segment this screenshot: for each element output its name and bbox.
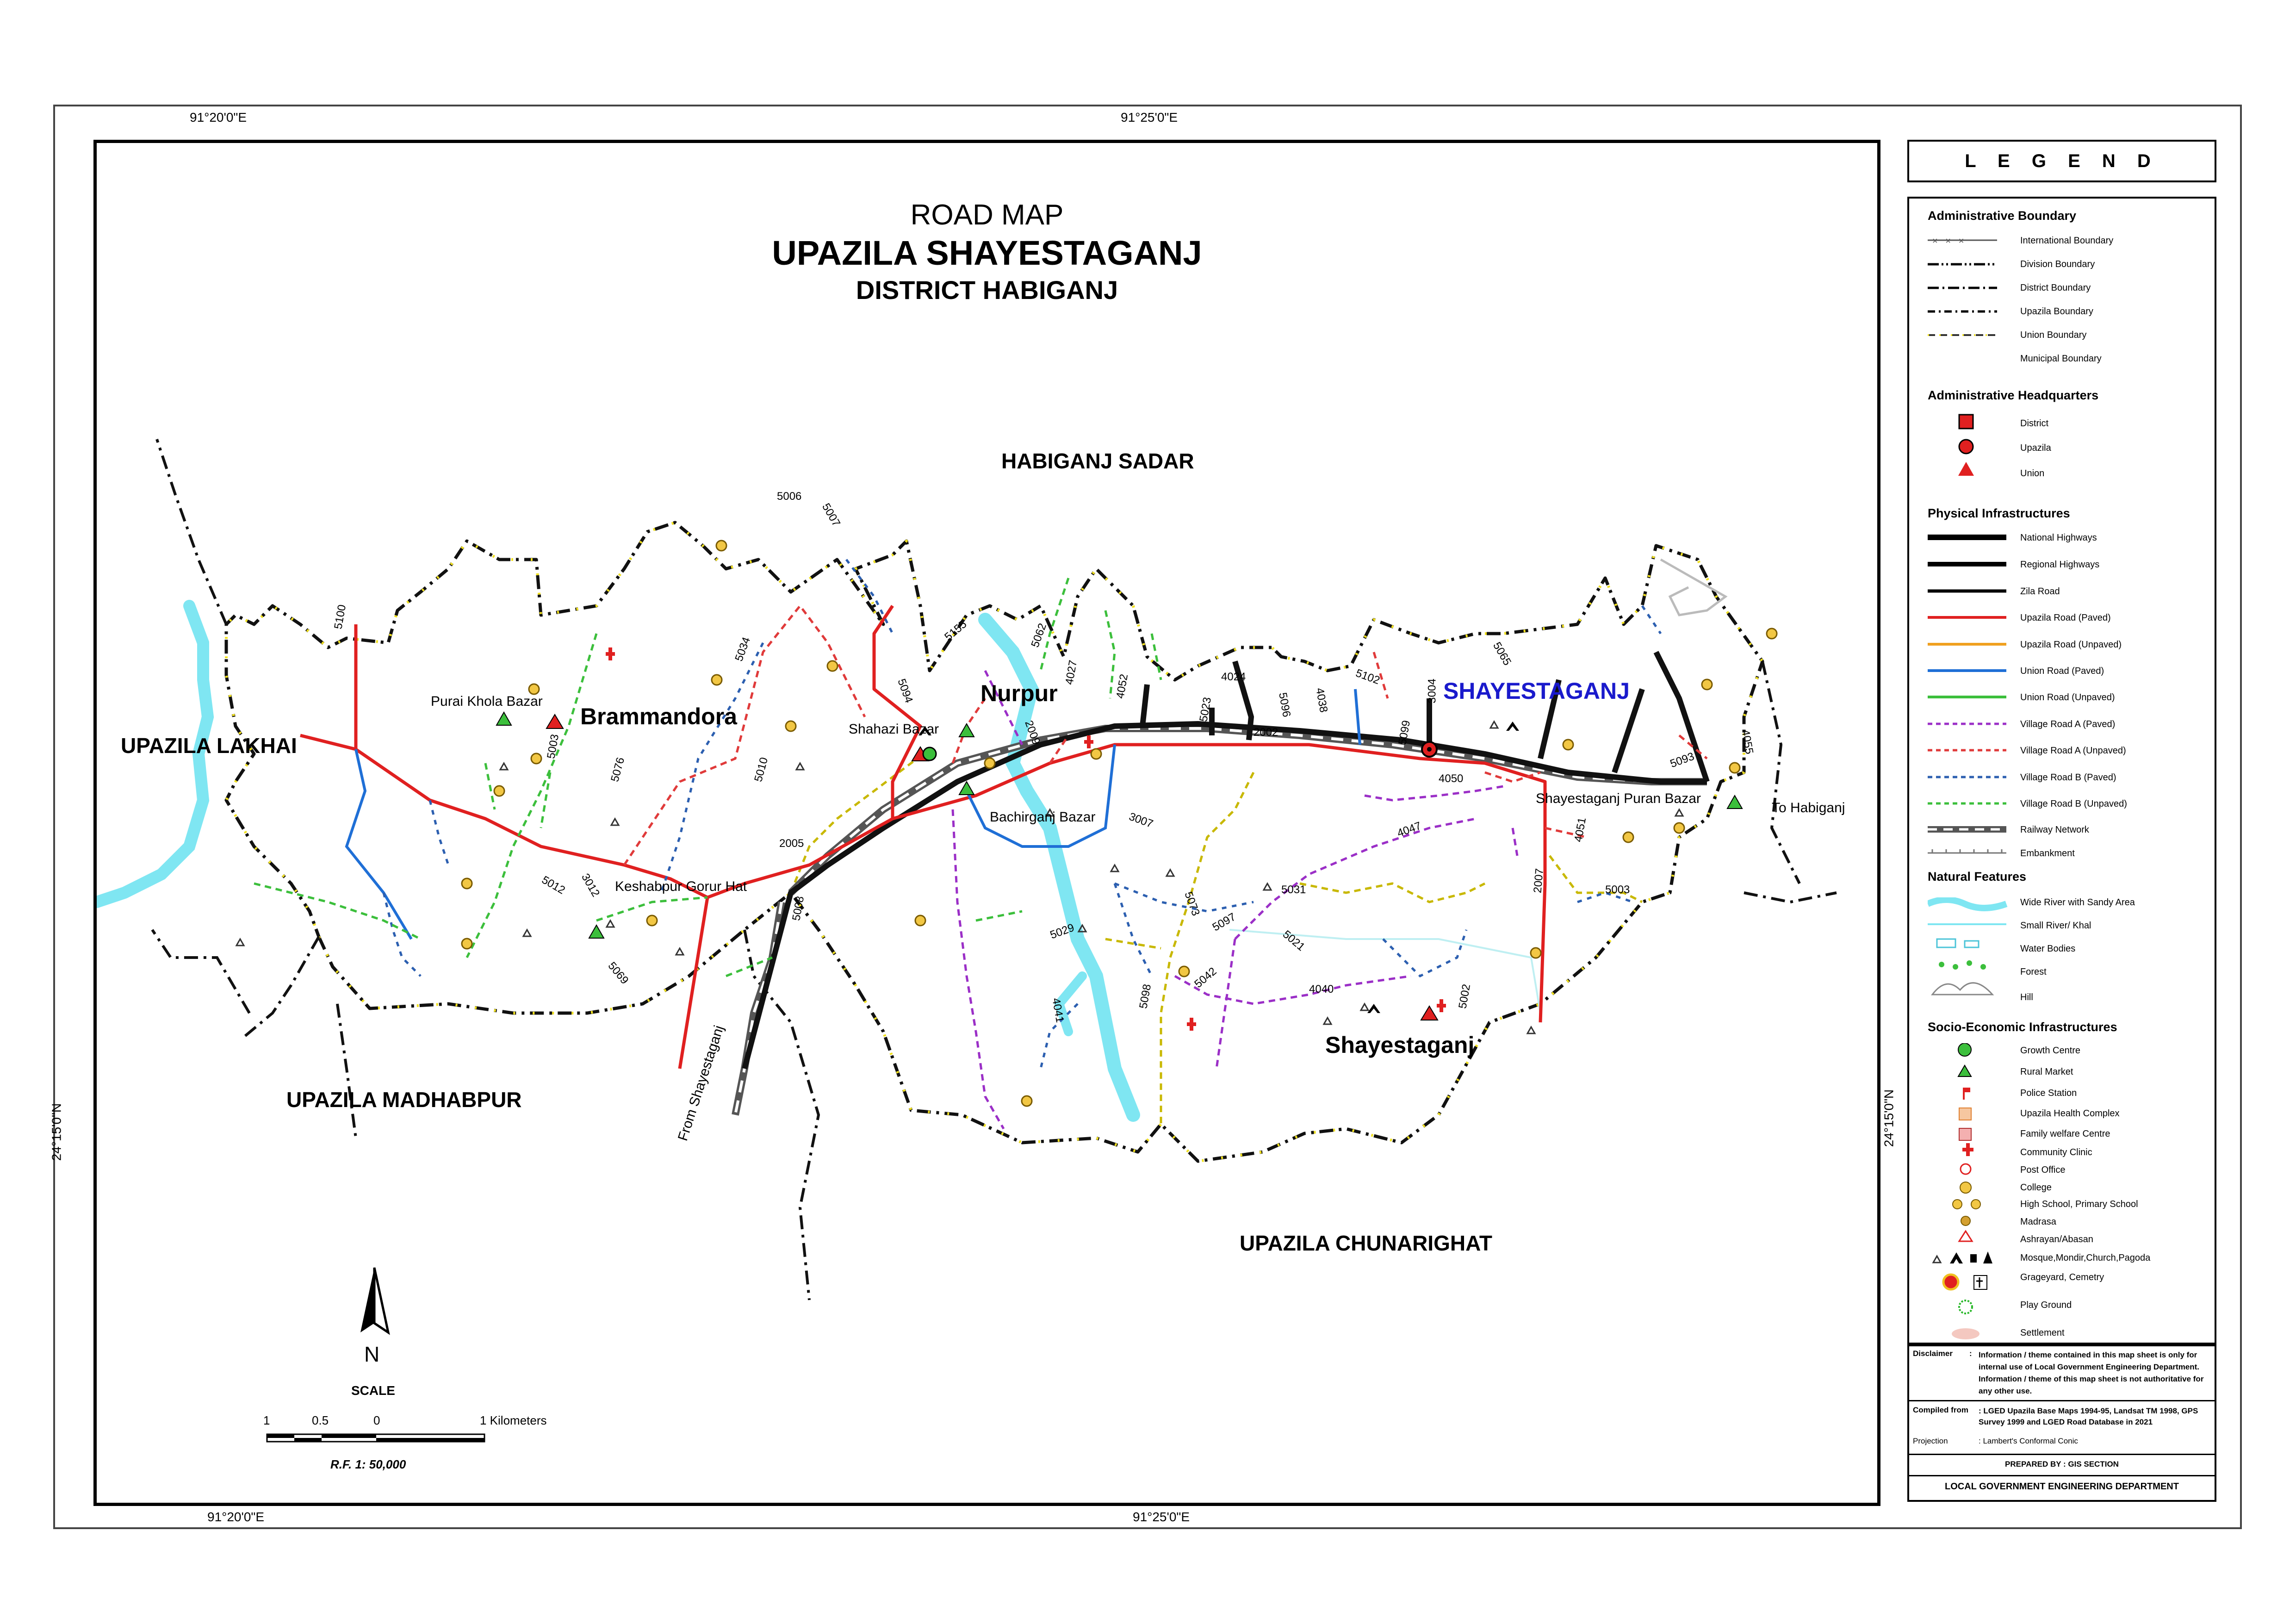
rural-market-marker — [1727, 796, 1742, 809]
legend-heading-socio: Socio-Economic Infrastructures — [1928, 1020, 2117, 1034]
legend-item: Madrasa — [2020, 1217, 2056, 1227]
road-number: 5096 — [1276, 691, 1293, 718]
legend-title: L E G E N D — [1907, 140, 2216, 182]
legend-item: Wide River with Sandy Area — [2020, 897, 2135, 908]
road-number: 5094 — [895, 677, 915, 705]
region-south: UPAZILA CHUNARIGHAT — [1240, 1231, 1492, 1255]
road-number: 2007 — [1531, 868, 1546, 894]
legend-item: International Boundary — [2020, 236, 2114, 246]
scale-bar — [266, 1430, 488, 1448]
department: LOCAL GOVERNMENT ENGINEERING DEPARTMENT — [1945, 1481, 2179, 1492]
legend-item: Water Bodies — [2020, 944, 2076, 954]
coord-top-left: 91°20'0"E — [190, 110, 247, 124]
place-nurpur: Nurpur — [980, 680, 1058, 706]
legend-item: Municipal Boundary — [2020, 354, 2102, 364]
rural-market-marker — [496, 712, 511, 725]
road-number: 5034 — [732, 635, 753, 663]
scale-tick: 1 — [263, 1413, 270, 1427]
place-purai-khola: Purai Khola Bazar — [431, 694, 543, 709]
legend-item: Play Ground — [2020, 1300, 2072, 1310]
road-number: 5003 — [1605, 884, 1630, 896]
coord-bottom-center: 91°25'0"E — [1133, 1510, 1190, 1524]
road-number: 3012 — [579, 871, 602, 899]
place-puran-bazar: Shayestaganj Puran Bazar — [1536, 791, 1701, 806]
svg-text:× × ×: × × × — [1932, 236, 1964, 246]
road-number: 5012 — [540, 873, 567, 897]
road-number: 5023 — [1197, 696, 1214, 723]
legend-item: Small River/ Khal — [2020, 921, 2091, 931]
road-number: 5100 — [332, 604, 349, 630]
rural-market-marker — [959, 724, 974, 737]
road-number: 5002 — [1456, 983, 1473, 1010]
projection-key: Projection — [1913, 1437, 1948, 1445]
road-number: 5069 — [605, 959, 631, 987]
road-number: 5076 — [608, 756, 627, 784]
road-number: 4024 — [1221, 671, 1246, 683]
legend-heading-physical: Physical Infrastructures — [1928, 506, 2070, 520]
coord-left: 24°15'0"N — [49, 1103, 64, 1161]
road-number: 5062 — [1029, 622, 1049, 649]
scale-tick: 1 Kilometers — [480, 1413, 547, 1427]
legend-item: Zila Road — [2020, 586, 2060, 597]
legend-item: Embankment — [2020, 848, 2075, 859]
road-number: 4038 — [1313, 687, 1330, 714]
legend-heading-natural: Natural Features — [1928, 870, 2027, 884]
road-number: 4052 — [1114, 673, 1131, 700]
legend-item: Growth Centre — [2020, 1045, 2081, 1056]
north-arrow-label: N — [364, 1342, 380, 1366]
compiled-text: : LGED Upazila Base Maps 1994-95, Landsat TM 1998, GPS Survey 1999 and LGED Road Database in 2021 — [1979, 1406, 2198, 1426]
legend-road-symbols — [1928, 532, 2011, 856]
upazila-boundary — [226, 523, 1762, 1161]
road-number: 5098 — [1137, 983, 1154, 1010]
legend-item: Family welfare Centre — [2020, 1129, 2110, 1139]
map-title-line1: ROAD MAP — [910, 199, 1064, 231]
road-number: 5006 — [777, 490, 802, 503]
legend-item: Division Boundary — [2020, 259, 2095, 269]
road-number: 2009 — [1022, 719, 1043, 747]
legend-boundary-symbols — [1928, 236, 2011, 356]
legend-item: Union — [2020, 468, 2045, 479]
coord-right: 24°15'0"N — [1881, 1089, 1896, 1147]
info-divider — [1909, 1475, 2215, 1476]
legend-item: Rural Market — [2020, 1067, 2073, 1077]
road-number: 5003 — [545, 733, 562, 760]
legend-item: Mosque,Mondir,Church,Pagoda — [2020, 1253, 2151, 1263]
region-west: UPAZILA LAKHAI — [121, 734, 297, 758]
place-to-habiganj: To Habiganj — [1772, 800, 1845, 815]
scale-tick: 0.5 — [312, 1413, 329, 1427]
legend-item: Post Office — [2020, 1165, 2066, 1175]
legend-item: Upazila Boundary — [2020, 306, 2093, 317]
disclaimer-sep: : — [1969, 1349, 1972, 1358]
place-brammandora: Brammandora — [580, 703, 737, 729]
legend-panel — [1907, 197, 2216, 1344]
legend-item: Grageyard, Cemetry — [2020, 1272, 2104, 1282]
map-title-line2: UPAZILA SHAYESTAGANJ — [772, 234, 1202, 272]
legend-socio-symbols — [1928, 1043, 2020, 1344]
road-number: 4027 — [1063, 659, 1080, 686]
road-number: 5093 — [1668, 750, 1696, 771]
legend-item: Hill — [2020, 992, 2033, 1002]
road-number: 5155 — [942, 618, 969, 644]
info-panel — [1907, 1344, 2216, 1502]
prepared-by: PREPARED BY : GIS SECTION — [2005, 1460, 2119, 1468]
road-number: 5073 — [1182, 890, 1202, 918]
union-hq-marker — [546, 715, 563, 728]
map-title-line3: DISTRICT HABIGANJ — [856, 275, 1118, 305]
legend-item: District — [2020, 418, 2049, 429]
scale-tick: 0 — [373, 1413, 380, 1427]
legend-item: Upazila Health Complex — [2020, 1108, 2120, 1119]
road-number: 4040 — [1309, 983, 1334, 996]
road-number: 5065 — [1490, 640, 1514, 668]
place-keshabpur: Keshabpur Gorur Hat — [615, 879, 747, 894]
place-shahazi: Shahazi Bazar — [849, 722, 939, 737]
info-divider — [1909, 1400, 2215, 1401]
place-from-shayestaganj: From Shayestaganj — [675, 1023, 727, 1143]
road-number: 4051 — [1572, 816, 1589, 843]
legend-item: Upazila Road (Unpaved) — [2020, 640, 2122, 650]
road-number: 5007 — [819, 501, 843, 529]
legend-item: District Boundary — [2020, 283, 2091, 293]
legend-item: Ashrayan/Abasan — [2020, 1234, 2093, 1244]
union-hq-marker — [1421, 1006, 1438, 1020]
legend-heading-admin-boundary: Administrative Boundary — [1928, 209, 2077, 223]
growth-centre-marker — [923, 747, 936, 760]
road-number: 5008 — [790, 895, 807, 922]
legend-item: National Highways — [2020, 533, 2097, 543]
legend-item: Village Road B (Paved) — [2020, 772, 2116, 783]
road-number: 3004 — [1426, 678, 1439, 703]
info-divider — [1909, 1454, 2215, 1455]
scale-title: SCALE — [351, 1383, 395, 1398]
region-southwest: UPAZILA MADHABPUR — [286, 1088, 522, 1112]
road-number: 5042 — [1192, 965, 1219, 991]
road-number: 2002 — [1253, 726, 1278, 739]
road-number: 5102 — [1354, 666, 1382, 687]
legend-item: Forest — [2020, 967, 2047, 977]
scale-rf: R.F. 1: 50,000 — [330, 1457, 406, 1471]
legend-item: Upazila — [2020, 443, 2051, 453]
legend-hq-symbols — [1955, 414, 1979, 483]
region-north: HABIGANJ SADAR — [1001, 449, 1194, 473]
road-number: 4055 — [1739, 728, 1756, 755]
outer-boundaries — [152, 439, 1837, 1300]
legend-item: High School, Primary School — [2020, 1199, 2138, 1209]
disclaimer-text: Information / theme contained in this map sheet is only for internal use of Local Government Engineering Department. Information / theme of this map sheet is not authoritative for any other use. — [1979, 1350, 2204, 1395]
legend-item: Union Road (Unpaved) — [2020, 692, 2115, 703]
legend-item: Community Clinic — [2020, 1147, 2092, 1157]
road-number: 4041 — [1049, 997, 1067, 1024]
legend-item: Village Road B (Unpaved) — [2020, 799, 2127, 809]
road-number: 5031 — [1281, 884, 1306, 896]
hill — [1661, 560, 1725, 615]
rural-market-marker — [589, 925, 604, 938]
disclaimer-key: Disclaimer — [1913, 1349, 1953, 1358]
legend-item: Village Road A (Paved) — [2020, 719, 2116, 729]
legend-item: Railway Network — [2020, 825, 2089, 835]
legend-item: Settlement — [2020, 1328, 2065, 1338]
road-number: 5099 — [1396, 719, 1413, 746]
place-shayestaganj-hq: SHAYESTAGANJ — [1443, 678, 1630, 704]
projection-text: : Lambert's Conformal Conic — [1979, 1437, 2078, 1445]
road-number: 3007 — [1127, 810, 1155, 831]
compiled-key: Compiled from — [1913, 1406, 1968, 1414]
legend-item: Union Road (Paved) — [2020, 666, 2104, 676]
road-number: 5010 — [752, 756, 771, 784]
coord-bottom-left: 91°20'0"E — [207, 1510, 265, 1524]
road-number: 4050 — [1439, 772, 1464, 785]
map-frame[interactable] — [93, 140, 1880, 1506]
legend-heading-admin-hq: Administrative Headquarters — [1928, 388, 2099, 402]
road-number: 5029 — [1048, 921, 1076, 942]
road-number: 4047 — [1395, 819, 1423, 840]
coord-top-center: 91°25'0"E — [1121, 110, 1178, 124]
legend-item: Union Boundary — [2020, 330, 2087, 340]
legend-item: Upazila Road (Paved) — [2020, 613, 2111, 623]
road-number: 5097 — [1210, 910, 1238, 934]
legend-item: Village Road A (Unpaved) — [2020, 746, 2126, 756]
legend-item: College — [2020, 1182, 2052, 1193]
legend-item: Police Station — [2020, 1088, 2077, 1098]
place-bachirganj: Bachirganj Bazar — [990, 809, 1096, 825]
rural-market-marker — [959, 782, 974, 795]
legend-item: Regional Highways — [2020, 560, 2100, 570]
place-shayestaganj: Shayestaganj — [1325, 1032, 1475, 1058]
legend-natural-symbols — [1928, 897, 2011, 1018]
road-number: 2005 — [779, 837, 804, 850]
road-number: 5021 — [1280, 928, 1308, 954]
